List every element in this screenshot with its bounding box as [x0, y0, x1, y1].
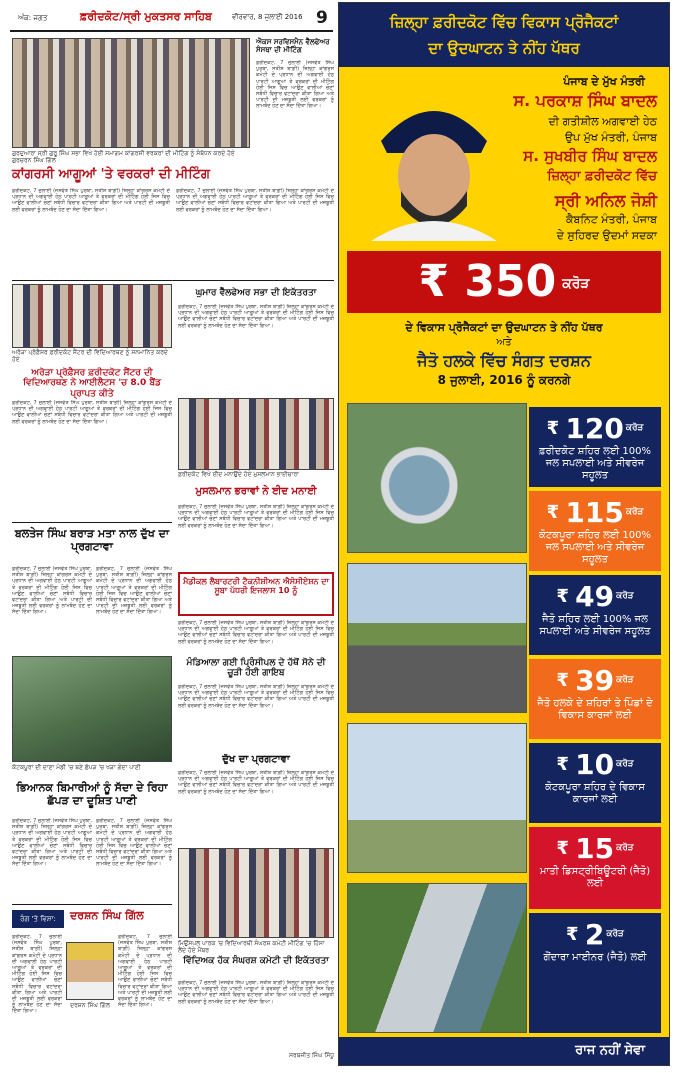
tile-amount-value: 39: [575, 664, 615, 697]
rupee-icon: ₹: [556, 586, 576, 607]
photo-caption: ਅਰੋੜਾ ਪ੍ਰੋਫ਼ੈਸਰ ਫ਼ਰੀਦਕੋਟ ਸੈਂਟਰ ਦੀ ਵਿਦਿਆਰਥਣ ਨੂੰ ਸਨਮਾਨਿਤ ਕਰਦੇ ਹੋਏ: [12, 349, 168, 363]
article-body: ਫ਼ਰੀਦਕੋਟ, 7 ਜੁਲਾਈ (ਜਸਵੰਤ ਸਿੰਘ ਪੁਰਬਾ, ਸਤੀਸ਼ ਬਾਗ਼ੀ) ਜ਼ਿਲ੍ਹਾ ਕਾਂਗਰਸ ਕਮੇਟੀ ਦੇ ਪ੍ਰਧਾਨ ਦੀ ਅਗਵਾਈ ਹੇਠ ਪਾਰਟੀ ਆਗੂਆਂ ਤੇ ਵਰਕਰਾਂ ਦੀ ਮੀਟਿੰਗ ਹੋਈ ਜਿਸ ਵਿਚ ਆਉਣ ਵਾਲੀਆਂ ਚੋਣਾਂ ਸਬੰਧੀ ਵਿਚਾਰ ਵਟਾਂਦਰਾ ਕੀਤਾ ਗਿਆ ਅਤੇ ਪਾਰਟੀ ਦੀ ਮਜ਼ਬੂਤੀ ਲਈ ਵਰਕਰਾਂ ਨੂੰ ਲਾਮਬੰਦ ਹੋਣ ਦਾ ਸੱਦਾ ਦਿੱਤਾ ਗਿਆ।: [118, 934, 172, 1009]
main-amount: ₹ 350 ਕਰੋੜ: [418, 256, 590, 307]
article-body: ਫ਼ਰੀਦਕੋਟ, 7 ਜੁਲਾਈ (ਜਸਵੰਤ ਸਿੰਘ ਪੁਰਬਾ, ਸਤੀਸ਼ ਬਾਗ਼ੀ) ਜ਼ਿਲ੍ਹਾ ਕਾਂਗਰਸ ਕਮੇਟੀ ਦੇ ਪ੍ਰਧਾਨ ਦੀ ਅਗਵਾਈ ਹੇਠ ਪਾਰਟੀ ਆਗੂਆਂ ਤੇ ਵਰਕਰਾਂ ਦੀ ਮੀਟਿੰਗ ਹੋਈ ਜਿਸ ਵਿਚ ਆਉਣ ਵਾਲੀਆਂ ਚੋਣਾਂ ਸਬੰਧੀ ਵਿਚਾਰ ਵਟਾਂਦਰਾ ਕੀਤਾ ਗਿਆ ਅਤੇ ਪਾਰਟੀ ਦੀ ਮਜ਼ਬੂਤੀ ਲਈ ਵਰਕਰਾਂ ਨੂੰ ਲਾਮਬੰਦ ਹੋਣ ਦਾ ਸੱਦਾ ਦਿੱਤਾ ਗਿਆ।: [256, 60, 334, 110]
tile-amount-unit: ਕਰੋੜ: [616, 591, 634, 601]
main-amount-unit: ਕਰੋੜ: [562, 276, 590, 292]
tile-amount: [529, 495, 661, 530]
tile-description: ਜੈਤੋ ਸ਼ਹਿਰ ਲਈ 100% ਜਲ ਸਪਲਾਈ ਅਤੇ ਸੀਵਰੇਜ ਸਹੂਲਤ: [539, 614, 651, 637]
photo-caption: ਕੋਟਕਪੂਰਾ ਦੀ ਦਾਣਾ ਮੰਡੀ 'ਚ ਬਣੇ ਛੱਪੜ 'ਚ ਖੜਾ ਗੰਦਾ ਪਾਣੀ: [12, 764, 141, 771]
rupee-icon: ₹: [556, 838, 576, 859]
tile-amount: [529, 917, 661, 952]
masthead: [10, 8, 333, 32]
divider: [12, 904, 172, 905]
photo-water-treatment: [347, 403, 527, 553]
photo-eid: [178, 398, 334, 470]
tile-description: ਮਾਤੀ ਡਿਸਟ੍ਰੀਬਿਊਟਰੀ (ਜੈਤੋ) ਲਈ: [539, 866, 651, 889]
headline-lab-tech: ਮੈਡੀਕਲ ਲੈਬਾਰਟਰੀ ਟੈਕਨੀਸ਼ੀਅਨ ਐਸੋਸੀਏਸ਼ਨ ਦਾ ਸੂਬਾ ਪੱਧਰੀ ਇਜਲਾਸ 10 ਨੂੰ: [183, 577, 329, 596]
government-advertisement: [338, 2, 670, 1066]
article-body: ਫ਼ਰੀਦਕੋਟ, 7 ਜੁਲਾਈ (ਜਸਵੰਤ ਸਿੰਘ ਪੁਰਬਾ, ਸਤੀਸ਼ ਬਾਗ਼ੀ) ਜ਼ਿਲ੍ਹਾ ਕਾਂਗਰਸ ਕਮੇਟੀ ਦੇ ਪ੍ਰਧਾਨ ਦੀ ਅਗਵਾਈ ਹੇਠ ਪਾਰਟੀ ਆਗੂਆਂ ਤੇ ਵਰਕਰਾਂ ਦੀ ਮੀਟਿੰਗ ਹੋਈ ਜਿਸ ਵਿਚ ਆਉਣ ਵਾਲੀਆਂ ਚੋਣਾਂ ਸਬੰਧੀ ਵਿਚਾਰ ਵਟਾਂਦਰਾ ਕੀਤਾ ਗਿਆ ਅਤੇ ਪਾਰਟੀ ਦੀ ਮਜ਼ਬੂਤੀ ਲਈ ਵਰਕਰਾਂ ਨੂੰ ਲਾਮਬੰਦ ਹੋਣ ਦਾ ਸੱਦਾ ਦਿੱਤਾ ਗਿਆ।: [178, 304, 334, 329]
rupee-icon: ₹: [566, 924, 585, 945]
rupee-icon: ₹: [546, 418, 566, 439]
tile-description: ਕੋਟਕਪੂਰਾ ਸ਼ਹਿਰ ਲਈ 100% ਜਲ ਸਪਲਾਈ ਅਤੇ ਸੀਵਰੇਜ ਸਹੂਲਤ: [539, 530, 651, 565]
side-headline: ਐਕਸ ਸਰਵਿਸਮੈਨ ਵੈੱਲਫੇਅਰ ਸੰਸਥਾ ਦੀ ਮੀਟਿੰਗ: [256, 38, 330, 55]
photo-profile-portrait: [66, 942, 114, 1000]
tile-amount-unit: ਕਰੋੜ: [625, 507, 644, 517]
portrait-image: [361, 81, 507, 241]
project-tile: [529, 743, 661, 823]
ad-header-line1: ਜ਼ਿਲ੍ਹਾ ਫ਼ਰੀਦਕੋਟ ਵਿੱਚ ਵਿਕਾਸ ਪ੍ਰੋਜੈਕਟਾਂ: [389, 13, 619, 31]
article-body: ਫ਼ਰੀਦਕੋਟ, 7 ਜੁਲਾਈ (ਜਸਵੰਤ ਸਿੰਘ ਪੁਰਬਾ, ਸਤੀਸ਼ ਬਾਗ਼ੀ) ਜ਼ਿਲ੍ਹਾ ਕਾਂਗਰਸ ਕਮੇਟੀ ਦੇ ਪ੍ਰਧਾਨ ਦੀ ਅਗਵਾਈ ਹੇਠ ਪਾਰਟੀ ਆਗੂਆਂ ਤੇ ਵਰਕਰਾਂ ਦੀ ਮੀਟਿੰਗ ਹੋਈ ਜਿਸ ਵਿਚ ਆਉਣ ਵਾਲੀਆਂ ਚੋਣਾਂ ਸਬੰਧੀ ਵਿਚਾਰ ਵਟਾਂਦਰਾ ਕੀਤਾ ਗਿਆ ਅਤੇ ਪਾਰਟੀ ਦੀ ਮਜ਼ਬੂਤੀ ਲਈ ਵਰਕਰਾਂ ਨੂੰ ਲਾਮਬੰਦ ਹੋਣ ਦਾ ਸੱਦਾ ਦਿੱਤਾ ਗਿਆ।: [176, 188, 334, 213]
tile-amount-unit: ਕਰੋੜ: [616, 759, 634, 769]
article-body: ਫ਼ਰੀਦਕੋਟ, 7 ਜੁਲਾਈ (ਜਸਵੰਤ ਸਿੰਘ ਪੁਰਬਾ, ਸਤੀਸ਼ ਬਾਗ਼ੀ) ਜ਼ਿਲ੍ਹਾ ਕਾਂਗਰਸ ਕਮੇਟੀ ਦੇ ਪ੍ਰਧਾਨ ਦੀ ਅਗਵਾਈ ਹੇਠ ਪਾਰਟੀ ਆਗੂਆਂ ਤੇ ਵਰਕਰਾਂ ਦੀ ਮੀਟਿੰਗ ਹੋਈ ਜਿਸ ਵਿਚ ਆਉਣ ਵਾਲੀਆਂ ਚੋਣਾਂ ਸਬੰਧੀ ਵਿਚਾਰ ਵਟਾਂਦਰਾ ਕੀਤਾ ਗਿਆ ਅਤੇ ਪਾਰਟੀ ਦੀ ਮਜ਼ਬੂਤੀ ਲਈ ਵਰਕਰਾਂ ਨੂੰ ਲਾਮਬੰਦ ਹੋਣ ਦਾ ਸੱਦਾ ਦਿੱਤਾ ਗਿਆ।: [12, 400, 172, 425]
article-body: ਫ਼ਰੀਦਕੋਟ, 7 ਜੁਲਾਈ (ਜਸਵੰਤ ਸਿੰਘ ਪੁਰਬਾ, ਸਤੀਸ਼ ਬਾਗ਼ੀ) ਜ਼ਿਲ੍ਹਾ ਕਾਂਗਰਸ ਕਮੇਟੀ ਦੇ ਪ੍ਰਧਾਨ ਦੀ ਅਗਵਾਈ ਹੇਠ ਪਾਰਟੀ ਆਗੂਆਂ ਤੇ ਵਰਕਰਾਂ ਦੀ ਮੀਟਿੰਗ ਹੋਈ ਜਿਸ ਵਿਚ ਆਉਣ ਵਾਲੀਆਂ ਚੋਣਾਂ ਸਬੰਧੀ ਵਿਚਾਰ ਵਟਾਂਦਰਾ ਕੀਤਾ ਗਿਆ ਅਤੇ ਪਾਰਟੀ ਦੀ ਮਜ਼ਬੂਤੀ ਲਈ ਵਰਕਰਾਂ ਨੂੰ ਲਾਮਬੰਦ ਹੋਣ ਦਾ ਸੱਦਾ ਦਿੱਤਾ ਗਿਆ।: [178, 504, 334, 529]
tile-amount-value: 10: [575, 748, 615, 781]
tile-description: ਜੈਤੋ ਹਲਕੇ ਦੇ ਸ਼ਹਿਰਾਂ ਤੇ ਪਿੰਡਾਂ ਦੇ ਵਿਕਾਸ ਕਾਰਜਾਂ ਲਈ: [537, 698, 653, 721]
project-tile: [529, 575, 661, 655]
date-line: 8 ਜੁਲਾਈ, 2016 ਨੂੰ ਕਰਨਗੇ: [437, 373, 571, 387]
masthead-date: ਵੀਰਵਾਰ, 8 ਜੁਲਾਈ 2016: [232, 13, 303, 21]
article-body: ਫ਼ਰੀਦਕੋਟ, 7 ਜੁਲਾਈ (ਜਸਵੰਤ ਸਿੰਘ ਪੁਰਬਾ, ਸਤੀਸ਼ ਬਾਗ਼ੀ) ਜ਼ਿਲ੍ਹਾ ਕਾਂਗਰਸ ਕਮੇਟੀ ਦੇ ਪ੍ਰਧਾਨ ਦੀ ਅਗਵਾਈ ਹੇਠ ਪਾਰਟੀ ਆਗੂਆਂ ਤੇ ਵਰਕਰਾਂ ਦੀ ਮੀਟਿੰਗ ਹੋਈ ਜਿਸ ਵਿਚ ਆਉਣ ਵਾਲੀਆਂ ਚੋਣਾਂ ਸਬੰਧੀ ਵਿਚਾਰ ਵਟਾਂਦਰਾ ਕੀਤਾ ਗਿਆ ਅਤੇ ਪਾਰਟੀ ਦੀ ਮਜ਼ਬੂਤੀ ਲਈ ਵਰਕਰਾਂ ਨੂੰ ਲਾਮਬੰਦ ਹੋਣ ਦਾ ਸੱਦਾ ਦਿੱਤਾ ਗਿਆ।: [12, 818, 92, 868]
byline-caption: ਸਰਬਜੀਤ ਸਿੰਘ ਸਿੱਧੂ: [289, 1052, 334, 1059]
cm-subline: ਦੀ ਗਤੀਸ਼ੀਲ ਅਗਵਾਈ ਹੇਠ: [548, 115, 657, 128]
tile-amount: [529, 579, 661, 614]
minister-title: ਕੈਬਨਿਟ ਮੰਤਰੀ, ਪੰਜਾਬ: [565, 213, 657, 226]
headline-ghumar-sabha: ਘੁਮਾਰ ਵੈੱਲਫੇਅਰ ਸਭਾ ਦੀ ਇਕੱਤਰਤਾ: [195, 288, 317, 298]
headline-ielts: ਅਰੋੜਾ ਪ੍ਰੋਫ਼ੈਸਰ ਫ਼ਰੀਦਕੋਟ ਸੈਂਟਰ ਦੀ ਵਿਦਿਆਰਥਣ ਨੇ ਆਈਲੈਟਸ 'ਚ 8.0 ਬੈਂਡ ਪ੍ਰਾਪਤ ਕੀਤੇ: [23, 368, 161, 399]
feature-tag: [12, 910, 64, 928]
cm-name: ਸ. ਪਰਕਾਸ਼ ਸਿੰਘ ਬਾਦਲ: [513, 91, 657, 110]
tile-description: ਫ਼ਰੀਦਕੋਟ ਸ਼ਹਿਰ ਲਈ 100% ਜਲ ਸਪਲਾਈ ਅਤੇ ਸੀਵਰੇਜ ਸਹੂਲਤ: [538, 446, 651, 481]
efforts-line: ਦੇ ਸੁਹਿਰਦ ਉਦਮਾਂ ਸਦਕਾ: [556, 229, 657, 242]
photo-students: [12, 284, 172, 348]
ad-header: [339, 3, 669, 67]
project-tile: [529, 407, 661, 487]
photo-caption: ਦਰਸ਼ਨ ਸਿੰਘ ਗਿੱਲ: [70, 1002, 110, 1009]
article-body: ਫ਼ਰੀਦਕੋਟ, 7 ਜੁਲਾਈ (ਜਸਵੰਤ ਸਿੰਘ ਪੁਰਬਾ, ਸਤੀਸ਼ ਬਾਗ਼ੀ) ਜ਼ਿਲ੍ਹਾ ਕਾਂਗਰਸ ਕਮੇਟੀ ਦੇ ਪ੍ਰਧਾਨ ਦੀ ਅਗਵਾਈ ਹੇਠ ਪਾਰਟੀ ਆਗੂਆਂ ਤੇ ਵਰਕਰਾਂ ਦੀ ਮੀਟਿੰਗ ਹੋਈ ਜਿਸ ਵਿਚ ਆਉਣ ਵਾਲੀਆਂ ਚੋਣਾਂ ਸਬੰਧੀ ਵਿਚਾਰ ਵਟਾਂਦਰਾ ਕੀਤਾ ਗਿਆ ਅਤੇ ਪਾਰਟੀ ਦੀ ਮਜ਼ਬੂਤੀ ਲਈ ਵਰਕਰਾਂ ਨੂੰ ਲਾਮਬੰਦ ਹੋਣ ਦਾ ਸੱਦਾ ਦਿੱਤਾ ਗਿਆ।: [12, 188, 170, 213]
project-tile: [529, 491, 661, 571]
tile-amount: [529, 747, 661, 782]
ad-footer-slogan: ਰਾਜ ਨਹੀਂ ਸੇਵਾ: [339, 1037, 669, 1065]
dcm-title: ਉਪ ਮੁੱਖ ਮੰਤਰੀ, ਪੰਜਾਬ: [565, 131, 657, 144]
divider: [12, 522, 172, 523]
project-tile: [529, 913, 661, 1033]
photo-road-roller: [347, 563, 527, 713]
tile-amount: [529, 831, 661, 866]
photo-student-committee: [178, 848, 334, 938]
district-line: ਜ਼ਿਲ੍ਹਾ ਫ਼ਰੀਦਕੋਟ ਵਿੱਚ: [547, 169, 657, 184]
article-body: ਫ਼ਰੀਦਕੋਟ, 7 ਜੁਲਾਈ (ਜਸਵੰਤ ਸਿੰਘ ਪੁਰਬਾ, ਸਤੀਸ਼ ਬਾਗ਼ੀ) ਜ਼ਿਲ੍ਹਾ ਕਾਂਗਰਸ ਕਮੇਟੀ ਦੇ ਪ੍ਰਧਾਨ ਦੀ ਅਗਵਾਈ ਹੇਠ ਪਾਰਟੀ ਆਗੂਆਂ ਤੇ ਵਰਕਰਾਂ ਦੀ ਮੀਟਿੰਗ ਹੋਈ ਜਿਸ ਵਿਚ ਆਉਣ ਵਾਲੀਆਂ ਚੋਣਾਂ ਸਬੰਧੀ ਵਿਚਾਰ ਵਟਾਂਦਰਾ ਕੀਤਾ ਗਿਆ ਅਤੇ ਪਾਰਟੀ ਦੀ ਮਜ਼ਬੂਤੀ ਲਈ ਵਰਕਰਾਂ ਨੂੰ ਲਾਮਬੰਦ ਹੋਣ ਦਾ ਸੱਦਾ ਦਿੱਤਾ ਗਿਆ।: [178, 770, 334, 795]
ad-header-line2: ਦਾ ਉਦਘਾਟਨ ਤੇ ਨੀਂਹ ਪੱਥਰ: [428, 39, 580, 57]
article-body: ਫ਼ਰੀਦਕੋਟ, 7 ਜੁਲਾਈ (ਜਸਵੰਤ ਸਿੰਘ ਪੁਰਬਾ, ਸਤੀਸ਼ ਬਾਗ਼ੀ) ਜ਼ਿਲ੍ਹਾ ਕਾਂਗਰਸ ਕਮੇਟੀ ਦੇ ਪ੍ਰਧਾਨ ਦੀ ਅਗਵਾਈ ਹੇਠ ਪਾਰਟੀ ਆਗੂਆਂ ਤੇ ਵਰਕਰਾਂ ਦੀ ਮੀਟਿੰਗ ਹੋਈ ਜਿਸ ਵਿਚ ਆਉਣ ਵਾਲੀਆਂ ਚੋਣਾਂ ਸਬੰਧੀ ਵਿਚਾਰ ਵਟਾਂਦਰਾ ਕੀਤਾ ਗਿਆ ਅਤੇ ਪਾਰਟੀ ਦੀ ਮਜ਼ਬੂਤੀ ਲਈ ਵਰਕਰਾਂ ਨੂੰ ਲਾਮਬੰਦ ਹੋਣ ਦਾ ਸੱਦਾ ਦਿੱਤਾ ਗਿਆ।: [96, 818, 172, 868]
tile-amount-value: 49: [575, 580, 615, 613]
project-tile: [529, 659, 661, 739]
headline-congress-meeting: ਕਾਂਗਰਸੀ ਆਗੂਆਂ 'ਤੇ ਵਰਕਰਾਂ ਦੀ ਮੀਟਿੰਗ: [12, 167, 210, 182]
headline-education-rights: ਵਿੱਦਿਅਕ ਹੱਕ ਸੰਘਰਸ਼ ਕਮੇਟੀ ਦੀ ਇਕੱਤਰਤਾ: [183, 956, 329, 966]
tile-amount-value: 15: [575, 832, 615, 865]
minister-name: ਸ੍ਰੀ ਅਨਿਲ ਜੋਸ਼ੀ: [554, 191, 657, 210]
leader-portrait: [361, 81, 507, 241]
article-body: ਫ਼ਰੀਦਕੋਟ, 7 ਜੁਲਾਈ (ਜਸਵੰਤ ਸਿੰਘ ਪੁਰਬਾ, ਸਤੀਸ਼ ਬਾਗ਼ੀ) ਜ਼ਿਲ੍ਹਾ ਕਾਂਗਰਸ ਕਮੇਟੀ ਦੇ ਪ੍ਰਧਾਨ ਦੀ ਅਗਵਾਈ ਹੇਠ ਪਾਰਟੀ ਆਗੂਆਂ ਤੇ ਵਰਕਰਾਂ ਦੀ ਮੀਟਿੰਗ ਹੋਈ ਜਿਸ ਵਿਚ ਆਉਣ ਵਾਲੀਆਂ ਚੋਣਾਂ ਸਬੰਧੀ ਵਿਚਾਰ ਵਟਾਂਦਰਾ ਕੀਤਾ ਗਿਆ ਅਤੇ ਪਾਰਟੀ ਦੀ ਮਜ਼ਬੂਤੀ ਲਈ ਵਰਕਰਾਂ ਨੂੰ ਲਾਮਬੰਦ ਹੋਣ ਦਾ ਸੱਦਾ ਦਿੱਤਾ ਗਿਆ।: [12, 934, 62, 1015]
rupee-icon: ₹: [546, 502, 566, 523]
tile-amount-unit: ਕਰੋੜ: [616, 675, 634, 685]
and-word: ਅਤੇ: [496, 337, 512, 348]
tile-description: ਗੋਂਦਾਰਾ ਮਾਈਨਰ (ਜੈਤੋ) ਲਈ: [543, 952, 647, 963]
article-body: ਫ਼ਰੀਦਕੋਟ, 7 ਜੁਲਾਈ (ਜਸਵੰਤ ਸਿੰਘ ਪੁਰਬਾ, ਸਤੀਸ਼ ਬਾਗ਼ੀ) ਜ਼ਿਲ੍ਹਾ ਕਾਂਗਰਸ ਕਮੇਟੀ ਦੇ ਪ੍ਰਧਾਨ ਦੀ ਅਗਵਾਈ ਹੇਠ ਪਾਰਟੀ ਆਗੂਆਂ ਤੇ ਵਰਕਰਾਂ ਦੀ ਮੀਟਿੰਗ ਹੋਈ ਜਿਸ ਵਿਚ ਆਉਣ ਵਾਲੀਆਂ ਚੋਣਾਂ ਸਬੰਧੀ ਵਿਚਾਰ ਵਟਾਂਦਰਾ ਕੀਤਾ ਗਿਆ ਅਤੇ ਪਾਰਟੀ ਦੀ ਮਜ਼ਬੂਤੀ ਲਈ ਵਰਕਰਾਂ ਨੂੰ ਲਾਮਬੰਦ ਹੋਣ ਦਾ ਸੱਦਾ ਦਿੱਤਾ ਗਿਆ।: [178, 684, 334, 709]
photo-congress-meeting: [12, 38, 250, 148]
feature-tag-label: ਰੰਗ 'ਤੇ ਵਿਸ਼ਾ:: [20, 915, 56, 923]
tile-description: ਕੋਟਕਪੂਰਾ ਸ਼ਹਿਰ ਦੇ ਵਿਕਾਸ ਕਾਰਜਾਂ ਲਈ: [545, 782, 645, 805]
rupee-icon: ₹: [556, 670, 576, 691]
tile-amount-unit: ਕਰੋੜ: [606, 929, 624, 939]
photo-water-tower: [347, 723, 527, 873]
tile-amount-value: 115: [565, 496, 624, 529]
tile-amount-value: 2: [584, 918, 605, 951]
photo-pond: [12, 656, 172, 762]
tile-amount-unit: ਕਰੋੜ: [616, 843, 634, 853]
photo-canal: [347, 883, 527, 1033]
project-tile: [529, 827, 661, 909]
page-number: 9: [316, 8, 328, 28]
tile-amount: [529, 663, 661, 698]
tile-amount-unit: ਕਰੋੜ: [625, 423, 644, 433]
masthead-left: ਅੰਕ: ਜਗਤ: [18, 14, 48, 22]
tile-amount-value: 120: [565, 412, 624, 445]
article-body: ਫ਼ਰੀਦਕੋਟ, 7 ਜੁਲਾਈ (ਜਸਵੰਤ ਸਿੰਘ ਪੁਰਬਾ, ਸਤੀਸ਼ ਬਾਗ਼ੀ) ਜ਼ਿਲ੍ਹਾ ਕਾਂਗਰਸ ਕਮੇਟੀ ਦੇ ਪ੍ਰਧਾਨ ਦੀ ਅਗਵਾਈ ਹੇਠ ਪਾਰਟੀ ਆਗੂਆਂ ਤੇ ਵਰਕਰਾਂ ਦੀ ਮੀਟਿੰਗ ਹੋਈ ਜਿਸ ਵਿਚ ਆਉਣ ਵਾਲੀਆਂ ਚੋਣਾਂ ਸਬੰਧੀ ਵਿਚਾਰ ਵਟਾਂਦਰਾ ਕੀਤਾ ਗਿਆ ਅਤੇ ਪਾਰਟੀ ਦੀ ਮਜ਼ਬੂਤੀ ਲਈ ਵਰਕਰਾਂ ਨੂੰ ਲਾਮਬੰਦ ਹੋਣ ਦਾ ਸੱਦਾ ਦਿੱਤਾ ਗਿਆ।: [96, 566, 172, 616]
article-body: ਫ਼ਰੀਦਕੋਟ, 7 ਜੁਲਾਈ (ਜਸਵੰਤ ਸਿੰਘ ਪੁਰਬਾ, ਸਤੀਸ਼ ਬਾਗ਼ੀ) ਜ਼ਿਲ੍ਹਾ ਕਾਂਗਰਸ ਕਮੇਟੀ ਦੇ ਪ੍ਰਧਾਨ ਦੀ ਅਗਵਾਈ ਹੇਠ ਪਾਰਟੀ ਆਗੂਆਂ ਤੇ ਵਰਕਰਾਂ ਦੀ ਮੀਟਿੰਗ ਹੋਈ ਜਿਸ ਵਿਚ ਆਉਣ ਵਾਲੀਆਂ ਚੋਣਾਂ ਸਬੰਧੀ ਵਿਚਾਰ ਵਟਾਂਦਰਾ ਕੀਤਾ ਗਿਆ ਅਤੇ ਪਾਰਟੀ ਦੀ ਮਜ਼ਬੂਤੀ ਲਈ ਵਰਕਰਾਂ ਨੂੰ ਲਾਮਬੰਦ ਹੋਣ ਦਾ ਸੱਦਾ ਦਿੱਤਾ ਗਿਆ।: [12, 566, 92, 616]
main-description: ਦੇ ਵਿਕਾਸ ਪ੍ਰੋਜੈਕਟਾਂ ਦਾ ਉਦਘਾਟਨ ਤੇ ਨੀਂਹ ਪੱਥਰ: [405, 321, 603, 334]
article-body: ਫ਼ਰੀਦਕੋਟ, 7 ਜੁਲਾਈ (ਜਸਵੰਤ ਸਿੰਘ ਪੁਰਬਾ, ਸਤੀਸ਼ ਬਾਗ਼ੀ) ਜ਼ਿਲ੍ਹਾ ਕਾਂਗਰਸ ਕਮੇਟੀ ਦੇ ਪ੍ਰਧਾਨ ਦੀ ਅਗਵਾਈ ਹੇਠ ਪਾਰਟੀ ਆਗੂਆਂ ਤੇ ਵਰਕਰਾਂ ਦੀ ਮੀਟਿੰਗ ਹੋਈ ਜਿਸ ਵਿਚ ਆਉਣ ਵਾਲੀਆਂ ਚੋਣਾਂ ਸਬੰਧੀ ਵਿਚਾਰ ਵਟਾਂਦਰਾ ਕੀਤਾ ਗਿਆ ਅਤੇ ਪਾਰਟੀ ਦੀ ਮਜ਼ਬੂਤੀ ਲਈ ਵਰਕਰਾਂ ਨੂੰ ਲਾਮਬੰਦ ਹੋਣ ਦਾ ਸੱਦਾ ਦਿੱਤਾ ਗਿਆ।: [178, 980, 334, 1005]
headline-grief: ਦੁੱਖ ਦਾ ਪ੍ਰਗਟਾਵਾ: [222, 754, 290, 765]
masthead-title: ਫ਼ਰੀਦਕੋਟ/ਸ੍ਰੀ ਮੁਕਤਸਰ ਸਾਹਿਬ: [80, 10, 212, 23]
photo-caption: ਮਿਉਂਸਪਲ ਪਾਰਕ 'ਚ ਵਿਦਿਆਰਥੀ ਸੰਘਰਸ਼ ਕਮੇਟੀ ਮੀਟਿੰਗ 'ਚ ਹਿੱਸਾ ਲੈਂਦੇ ਹੋਏ ਮੈਂਬਰ: [178, 940, 325, 954]
dcm-name: ਸ. ਸੁਖਬੀਰ ਸਿੰਘ ਬਾਦਲ: [523, 147, 657, 165]
headline-condolence: ਬਲਤੇਜ ਸਿੰਘ ਬਰਾੜ ਮਤਾ ਨਾਲ ਦੁੱਖ ਦਾ ਪ੍ਰਗਟਾਵਾ: [14, 527, 170, 553]
article-body: ਫ਼ਰੀਦਕੋਟ, 7 ਜੁਲਾਈ (ਜਸਵੰਤ ਸਿੰਘ ਪੁਰਬਾ, ਸਤੀਸ਼ ਬਾਗ਼ੀ) ਜ਼ਿਲ੍ਹਾ ਕਾਂਗਰਸ ਕਮੇਟੀ ਦੇ ਪ੍ਰਧਾਨ ਦੀ ਅਗਵਾਈ ਹੇਠ ਪਾਰਟੀ ਆਗੂਆਂ ਤੇ ਵਰਕਰਾਂ ਦੀ ਮੀਟਿੰਗ ਹੋਈ ਜਿਸ ਵਿਚ ਆਉਣ ਵਾਲੀਆਂ ਚੋਣਾਂ ਸਬੰਧੀ ਵਿਚਾਰ ਵਟਾਂਦਰਾ ਕੀਤਾ ਗਿਆ ਅਤੇ ਪਾਰਟੀ ਦੀ ਮਜ਼ਬੂਤੀ ਲਈ ਵਰਕਰਾਂ ਨੂੰ ਲਾਮਬੰਦ ਹੋਣ ਦਾ ਸੱਦਾ ਦਿੱਤਾ ਗਿਆ।: [178, 620, 334, 645]
rupee-icon: ₹: [556, 754, 576, 775]
headline-eid: ਮੁਸਲਮਾਨ ਭਰਾਵਾਂ ਨੇ ਈਦ ਮਨਾਈ: [195, 486, 317, 497]
headline-profile: ਦਰਸ਼ਨ ਸਿੰਘ ਗਿੱਲ: [70, 909, 144, 922]
cm-title: ਪੰਜਾਬ ਦੇ ਮੁੱਖ ਮੰਤਰੀ: [563, 75, 645, 88]
photo-caption: ਗੁਰਦੁਆਰਾ ਸ੍ਰੀ ਗੁਰੂ ਸਿੰਘ ਸਭਾ ਵਿਖੇ ਹੋਈ ਸਮਾਗਮ ਕਾਂਗਰਸੀ ਵਰਕਰਾਂ ਦੀ ਮੀਟਿੰਗ ਨੂੰ ਸੰਬੋਧਨ ਕਰਦੇ ਹੋਏ ਗੁਰਚਰਨ ਸਿੰਘ ਗਿੱਲ: [12, 150, 235, 164]
headline-dirty-water: ਭਿਆਨਕ ਬਿਮਾਰੀਆਂ ਨੂੰ ਸੱਦਾ ਦੇ ਰਿਹਾ ਛੱਪੜ ਦਾ ਦੂਸ਼ਿਤ ਪਾਣੀ: [16, 781, 168, 807]
headline-gold-bangle: ਮੰਡਿਆਲਾ ਗਈ ਪ੍ਰਿੰਸੀਪਲ ਦੇ ਹੱਥੋਂ ਸੋਨੇ ਦੀ ਚੂੜੀ ਹੋਈ ਗਾਇਬ: [186, 658, 326, 679]
main-amount-banner: [347, 251, 661, 313]
highlight-box: [178, 572, 334, 616]
sangat-darshan-line: ਜੈਤੋ ਹਲਕੇ ਵਿੱਚ ਸੰਗਤ ਦਰਸ਼ਨ: [417, 351, 591, 370]
divider: [12, 280, 334, 281]
tile-amount: [529, 411, 661, 446]
photo-caption: ਫ਼ਰੀਦਕੋਟ ਵਿਖੇ ਈਦ ਮਨਾਉਂਦੇ ਹੋਏ ਮੁਸਲਮਾਨ ਭਾਈਚਾਰਾ: [178, 471, 299, 478]
